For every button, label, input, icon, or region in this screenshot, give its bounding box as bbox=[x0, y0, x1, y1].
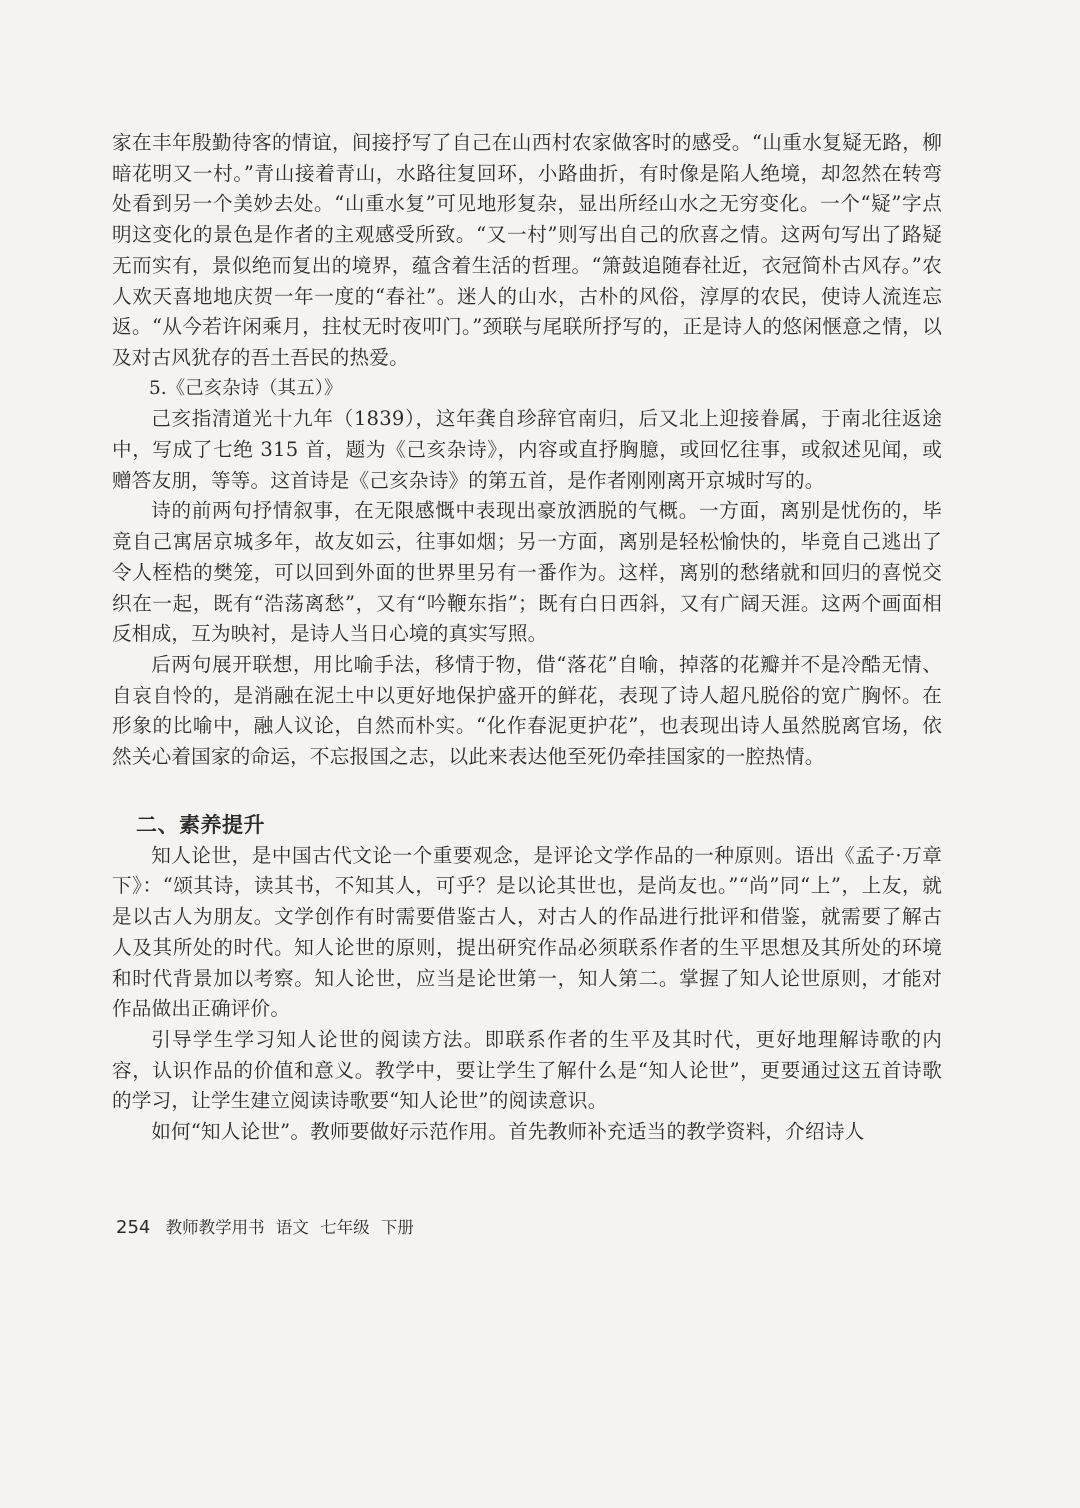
paragraph: 如何“知人论世”。教师要做好示范作用。首先教师补充适当的教学资料，介绍诗人 bbox=[151, 1120, 865, 1144]
paragraph: 后两句展开联想，用比喻手法，移情于物，借“落花”自喻，掉落的花瓣并不是冷酷无情、自哀自怜的，是消融在泥土中以更好地保护盛开的鲜花，表现了诗人超凡脱俗的宽广胸怀。在形象的比喻中，融人议论，自然而朴实。“化作春泥更护花”，也表现出诗人虽然脱离官场，依然关心着国家的命运，不忘报国之志，以此来表达他至死仍牵挂国家的一腔热情。 bbox=[112, 652, 942, 769]
page-body bbox=[112, 128, 942, 1148]
paragraph-continued: 家在丰年殷勤待客的情谊，间接抒写了自己在山西村农家做客时的感受。“山重水复疑无路，柳暗花明又一村。”青山接着青山，水路往复回环，小路曲折，有时像是陷人绝境，却忽然在转弯处看到另一个美妙去处。“山重水复”可见地形复杂，显出所经山水之无穷变化。一个“疑”字点明这变化的景色是作者的主观感受所致。“又一村”则写出自己的欣喜之情。这两句写出了路疑无而实有，景似绝而复出的境界，蕴含着生活的哲理。“箫鼓追随春社近，衣冠简朴古风存。”农人欢天喜地地庆贺一年一度的“春社”。迷人的山水，古朴的风俗，淳厚的农民，使诗人流连忘返。“从今若许闲乘月，拄杖无时夜叩门。”颈联与尾联所抒写的，正是诗人的悠闲惬意之情，以及对古风犹存的吾土吾民的热爱。 bbox=[112, 131, 942, 369]
subject-label: 语文 bbox=[275, 1218, 309, 1237]
volume-label: 下册 bbox=[380, 1218, 414, 1237]
page-footer bbox=[116, 1216, 420, 1240]
book-title: 教师教学用书 bbox=[165, 1218, 265, 1237]
page-number: 254 bbox=[116, 1217, 151, 1238]
paragraph: 诗的前两句抒情叙事，在无限感慨中表现出豪放洒脱的气概。一方面，离别是忧伤的，毕竟自己寓居京城多年，故友如云，往事如烟；另一方面，离别是轻松愉快的，毕竟自己逃出了令人桎梏的樊笼，可以回到外面的世界里另有一番作为。这样，离别的愁绪就和回归的喜悦交织在一起，既有“浩荡离愁”，又有“吟鞭东指”；既有白日西斜，又有广阔天涯。这两个画面相反相成，互为映衬，是诗人当日心境的真实写照。 bbox=[112, 499, 942, 646]
item-heading-5: 5.《己亥杂诗（其五）》 bbox=[149, 377, 343, 399]
paragraph: 己亥指清道光十九年（1839），这年龚自珍辞官南归，后又北上迎接眷属，于南北往返途中，写成了七绝 315 首，题为《己亥杂诗》，内容或直抒胸臆，或回忆往事，或叙述见闻，或赠答友朋，等等。这首诗是《己亥杂诗》的第五首，是作者刚刚离开京城时写的。 bbox=[112, 407, 942, 492]
grade-label: 七年级 bbox=[320, 1218, 370, 1237]
paragraph: 知人论世，是中国古代文论一个重要观念，是评论文学作品的一种原则。语出《孟子·万章下》：“颂其诗，读其书，不知其人，可乎？是以论其世也，是尚友也。”“尚”同“上”，上友，就是以古人为朋友。文学创作有时需要借鉴古人，对古人的作品进行批评和借鉴，就需要了解古人及其所处的时代。知人论世的原则，提出研究作品必须联系作者的生平思想及其所处的环境和时代背景加以考察。知人论世，应当是论世第一，知人第二。掌握了知人论世原则，才能对作品做出正确评价。 bbox=[112, 843, 942, 1021]
paragraph: 引导学生学习知人论世的阅读方法。即联系作者的生平及其时代，更好地理解诗歌的内容，认识作品的价值和意义。教学中，要让学生了解什么是“知人论世”，更要通过这五首诗歌的学习，让学生建立阅读诗歌要“知人论世”的阅读意识。 bbox=[112, 1027, 942, 1113]
section-heading: 二、素养提升 bbox=[136, 812, 265, 837]
